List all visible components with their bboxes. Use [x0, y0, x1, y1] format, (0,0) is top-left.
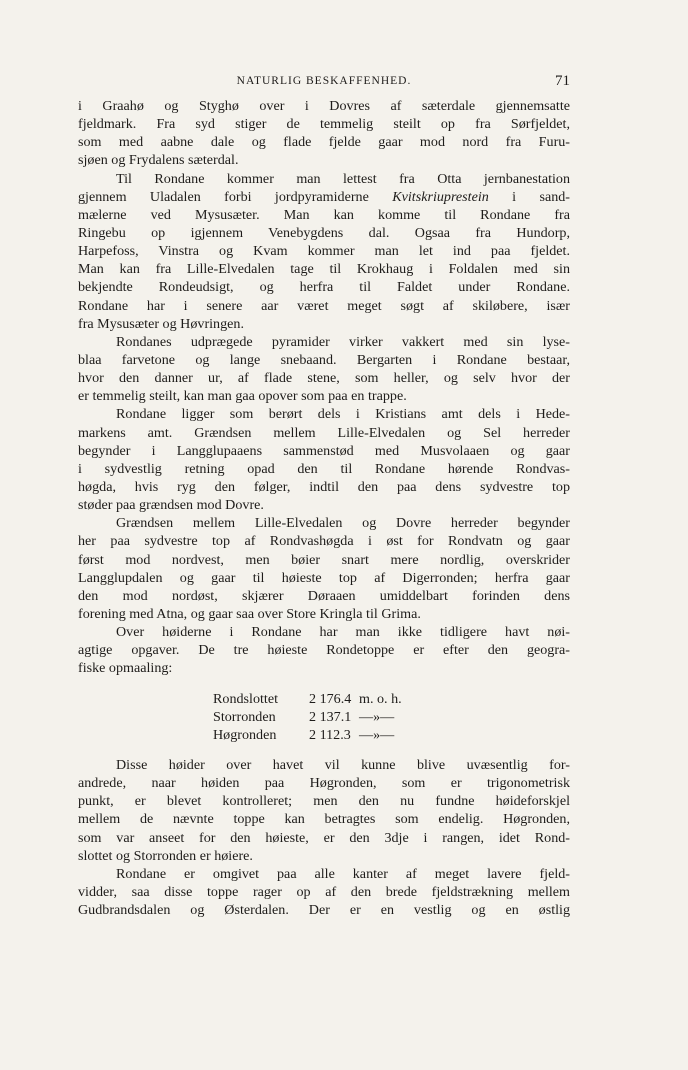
height-unit: —»— — [359, 708, 395, 725]
running-title: NATURLIG BESKAFFENHED. — [236, 75, 412, 87]
text-line: Ringebu op igjennem Venebygdens dal. Ogsaa fra Hundorp, — [78, 224, 570, 241]
table-row — [213, 690, 570, 708]
text-line: som med aabne dale og flade fjelde gaar mod nord fra Furu- — [78, 134, 570, 151]
text-line: fiske opmaaling: — [78, 660, 173, 677]
height-unit: —»— — [359, 726, 395, 743]
text-line: er temmelig steilt, kan man gaa opover som paa en trappe. — [78, 388, 407, 405]
text-line: Langglupdalen og gaar til høieste top af Digerronden; herfra gaar — [78, 569, 570, 586]
body-text — [78, 97, 570, 919]
peak-height: 2 112.3 — [309, 726, 351, 743]
page-number: 71 — [555, 73, 570, 89]
peak-height: 2 176.4 — [309, 690, 352, 707]
text-line: agtige opgaver. De tre høieste Rondetoppe er efter den geogra- — [78, 642, 570, 659]
text-line: Rondane er omgivet paa alle kanter af meget lavere fjeld- — [116, 865, 570, 882]
text-line: støder paa grændsen mod Dovre. — [78, 497, 264, 514]
page-header — [78, 75, 570, 95]
peak-name: Storronden — [213, 708, 276, 725]
paragraph — [78, 405, 570, 514]
table-row — [213, 726, 570, 744]
paragraph — [78, 865, 570, 919]
italic-place-name: Kvitskriuprestein — [392, 188, 489, 205]
text-line: Rondane ligger som berørt dels i Kristians amt dels i Hede- — [116, 406, 570, 423]
height-unit: m. o. h. — [359, 690, 402, 707]
text-line: som var anseet for den høieste, er den 3dje i rangen, idet Rond- — [78, 829, 570, 846]
text-segment: i sand- — [488, 188, 570, 205]
text-line: vidder, saa disse toppe rager op af den brede fjeldstrækning mellem — [78, 883, 570, 900]
paragraph — [78, 623, 570, 677]
text-line: her paa sydvestre top af Rondvashøgda i øst for Rondvatn og gaar — [78, 533, 570, 550]
text-line: slottet og Storronden er høiere. — [78, 847, 253, 864]
peak-name: Høgronden — [213, 726, 277, 743]
text-line: den mod nordøst, skjærer Døraaen umiddelbart forinden dens — [78, 587, 570, 604]
paragraphs-before-table — [78, 97, 570, 678]
text-line: andrede, naar høiden paa Høgronden, som er trigonometrisk — [78, 775, 570, 792]
heights-table — [213, 690, 570, 744]
text-line — [78, 188, 570, 206]
peak-height: 2 137.1 — [309, 708, 352, 725]
text-segment: gjennem Uladalen forbi jordpyramiderne — [78, 188, 393, 205]
text-line: Til Rondane kommer man lettest fra Otta jernbanestation — [116, 170, 570, 187]
text-line: Harpefoss, Vinstra og Kvam kommer man let ind paa fjeldet. — [78, 243, 570, 260]
text-line: Grændsen mellem Lille-Elvedalen og Dovre herreder begynder — [116, 515, 570, 532]
text-line: fra Mysusæter og Høvringen. — [78, 315, 244, 332]
text-line: sjøen og Frydalens sæterdal. — [78, 152, 239, 169]
text-line: mellem de nævnte toppe kan betragtes som endelig. Høgronden, — [78, 811, 570, 828]
text-line: i Graahø og Styghø over i Dovres af sæterdale gjennemsatte — [78, 98, 570, 114]
text-line: hvor den danner ur, af flade stene, som heller, og selv hvor der — [78, 370, 570, 387]
text-line: Gudbrandsdalen og Østerdalen. Der er en vestlig og en østlig — [78, 902, 570, 919]
text-line: Over høiderne i Rondane har man ikke tidligere havt nøi- — [116, 624, 570, 641]
paragraph — [78, 756, 570, 865]
paragraph — [78, 170, 570, 333]
paragraph — [78, 97, 570, 170]
text-line: markens amt. Grændsen mellem Lille-Elvedalen og Sel herreder — [78, 424, 570, 441]
text-line: blaa farvetone og lange snebaand. Bergarten i Rondane bestaar, — [78, 351, 570, 368]
table-row — [213, 708, 570, 726]
text-line: mælerne ved Mysusæter. Man kan komme til Rondane fra — [78, 206, 570, 223]
text-line: Rondane har i senere aar været meget søgt af skiløbere, især — [78, 297, 570, 314]
paragraph — [78, 514, 570, 623]
text-line: forening med Atna, og gaar saa over Store Kringla til Grima. — [78, 605, 421, 622]
text-line: bekjendte Rondeudsigt, og herfra til Faldet under Rondane. — [78, 279, 570, 296]
text-line: begynder i Langglupaaens sammenstød med Musvolaaen og gaar — [78, 442, 570, 459]
text-line: først mod nordvest, men bøier snart mere nordlig, overskrider — [78, 551, 570, 568]
text-line: Rondanes udprægede pyramider virker vakkert med sin lyse- — [116, 333, 570, 350]
text-line: i sydvestlig retning opad den til Rondane hørende Rondvas- — [78, 460, 570, 477]
text-line: høgda, hvis ryg den følger, indtil den paa dens sydvestre top — [78, 478, 570, 495]
text-line: Disse høider over havet vil kunne blive uvæsentlig for- — [116, 756, 570, 773]
paragraph — [78, 333, 570, 406]
peak-name: Rondslottet — [213, 690, 278, 707]
text-line: Man kan fra Lille-Elvedalen tage til Krokhaug i Foldalen med sin — [78, 261, 570, 278]
text-line: fjeldmark. Fra syd stiger de temmelig steilt op fra Sørfjeldet, — [78, 116, 570, 133]
paragraphs-after-table — [78, 756, 570, 919]
text-line: punkt, er blevet kontrolleret; men den nu fundne høideforskjel — [78, 793, 570, 810]
